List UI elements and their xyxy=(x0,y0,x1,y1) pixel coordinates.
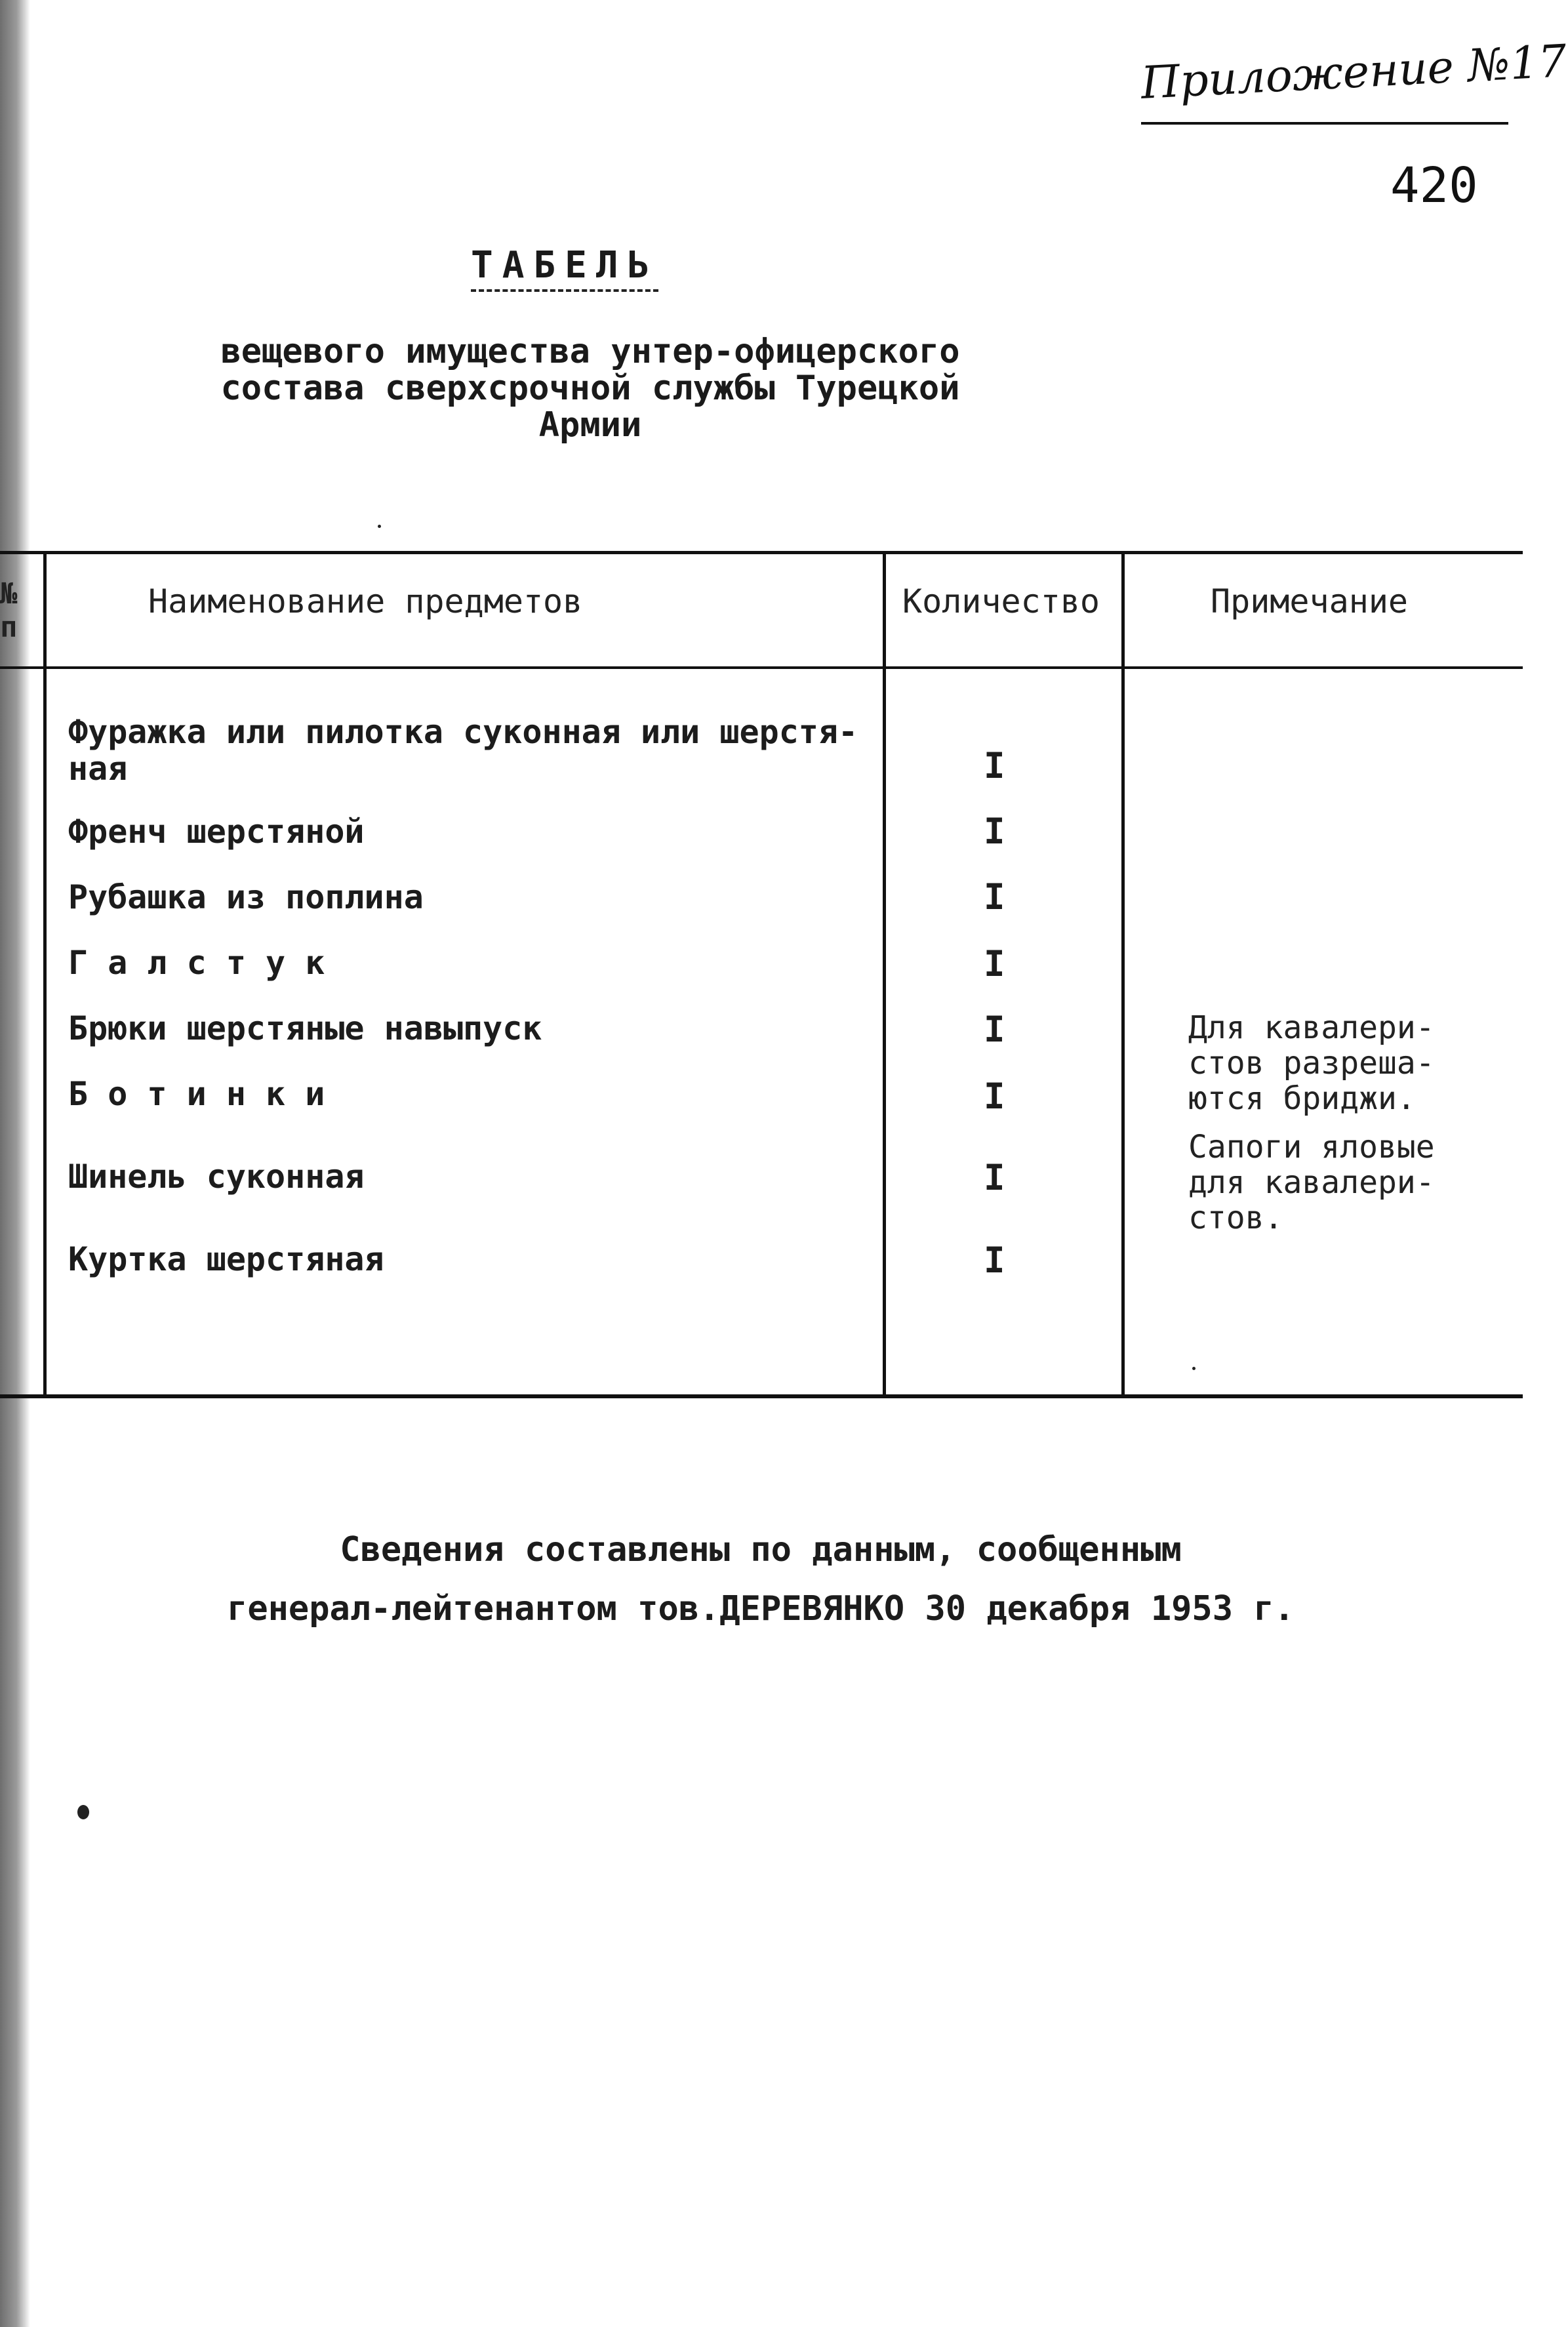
inventory-table xyxy=(0,551,1523,1398)
header-note: Примечание xyxy=(1211,582,1409,620)
table-row-name: Рубашка из поплина xyxy=(68,878,424,916)
table-column-divider-2 xyxy=(1121,551,1125,1398)
table-row-name: Фуражка или пилотка суконная или шерстя- ная xyxy=(68,713,858,788)
table-row-quantity: I xyxy=(984,876,1005,918)
table-row-quantity: I xyxy=(984,943,1005,984)
table-header-divider xyxy=(0,666,1523,669)
table-left-rule xyxy=(43,551,47,1398)
table-row-quantity: I xyxy=(984,811,1005,852)
scan-speck xyxy=(77,1805,89,1819)
scan-speck xyxy=(378,525,381,528)
annex-underline xyxy=(1141,122,1508,125)
table-row-quantity: I xyxy=(984,1157,1005,1198)
document-subtitle: вещевого имущества унтер-офицерского состава сверхсрочной службы Турецкой Армии xyxy=(220,332,960,445)
table-row-name: Шинель суконная xyxy=(68,1158,365,1196)
table-row-quantity: I xyxy=(984,745,1005,786)
cut-number-header: № п xyxy=(0,577,18,644)
table-row-quantity: I xyxy=(984,1076,1005,1117)
note-boots: Сапоги яловые для кавалери- стов. xyxy=(1188,1129,1435,1236)
table-row-name: Куртка шерстяная xyxy=(68,1240,384,1278)
header-quantity: Количество xyxy=(902,582,1100,620)
table-row-name: Б о т и н к и xyxy=(68,1075,325,1113)
source-footnote: Сведения составлены по данным, сообщенным генерал-лейтенантом тов.ДЕРЕВЯНКО 30 декабря 1953 г. xyxy=(227,1530,1295,1629)
page-number: 420 xyxy=(1390,157,1478,214)
table-row-name: Г а л с т у к xyxy=(68,944,325,982)
note-breeches: Для кавалери- стов разреша- ются бриджи. xyxy=(1188,1009,1435,1117)
annex-label: Приложение №17 xyxy=(1139,35,1568,110)
table-bottom-border xyxy=(0,1394,1523,1398)
table-row-quantity: I xyxy=(984,1240,1005,1281)
table-top-border xyxy=(0,551,1523,554)
table-column-divider-1 xyxy=(883,551,886,1398)
document-title: ТАБЕЛЬ xyxy=(471,244,658,292)
header-item-name: Наименование предметов xyxy=(148,582,583,620)
table-row-quantity: I xyxy=(984,1009,1005,1050)
table-row-name: Френч шерстяной xyxy=(68,813,365,851)
table-row-name: Брюки шерстяные навыпуск xyxy=(68,1009,542,1047)
scan-speck xyxy=(1192,1367,1196,1370)
